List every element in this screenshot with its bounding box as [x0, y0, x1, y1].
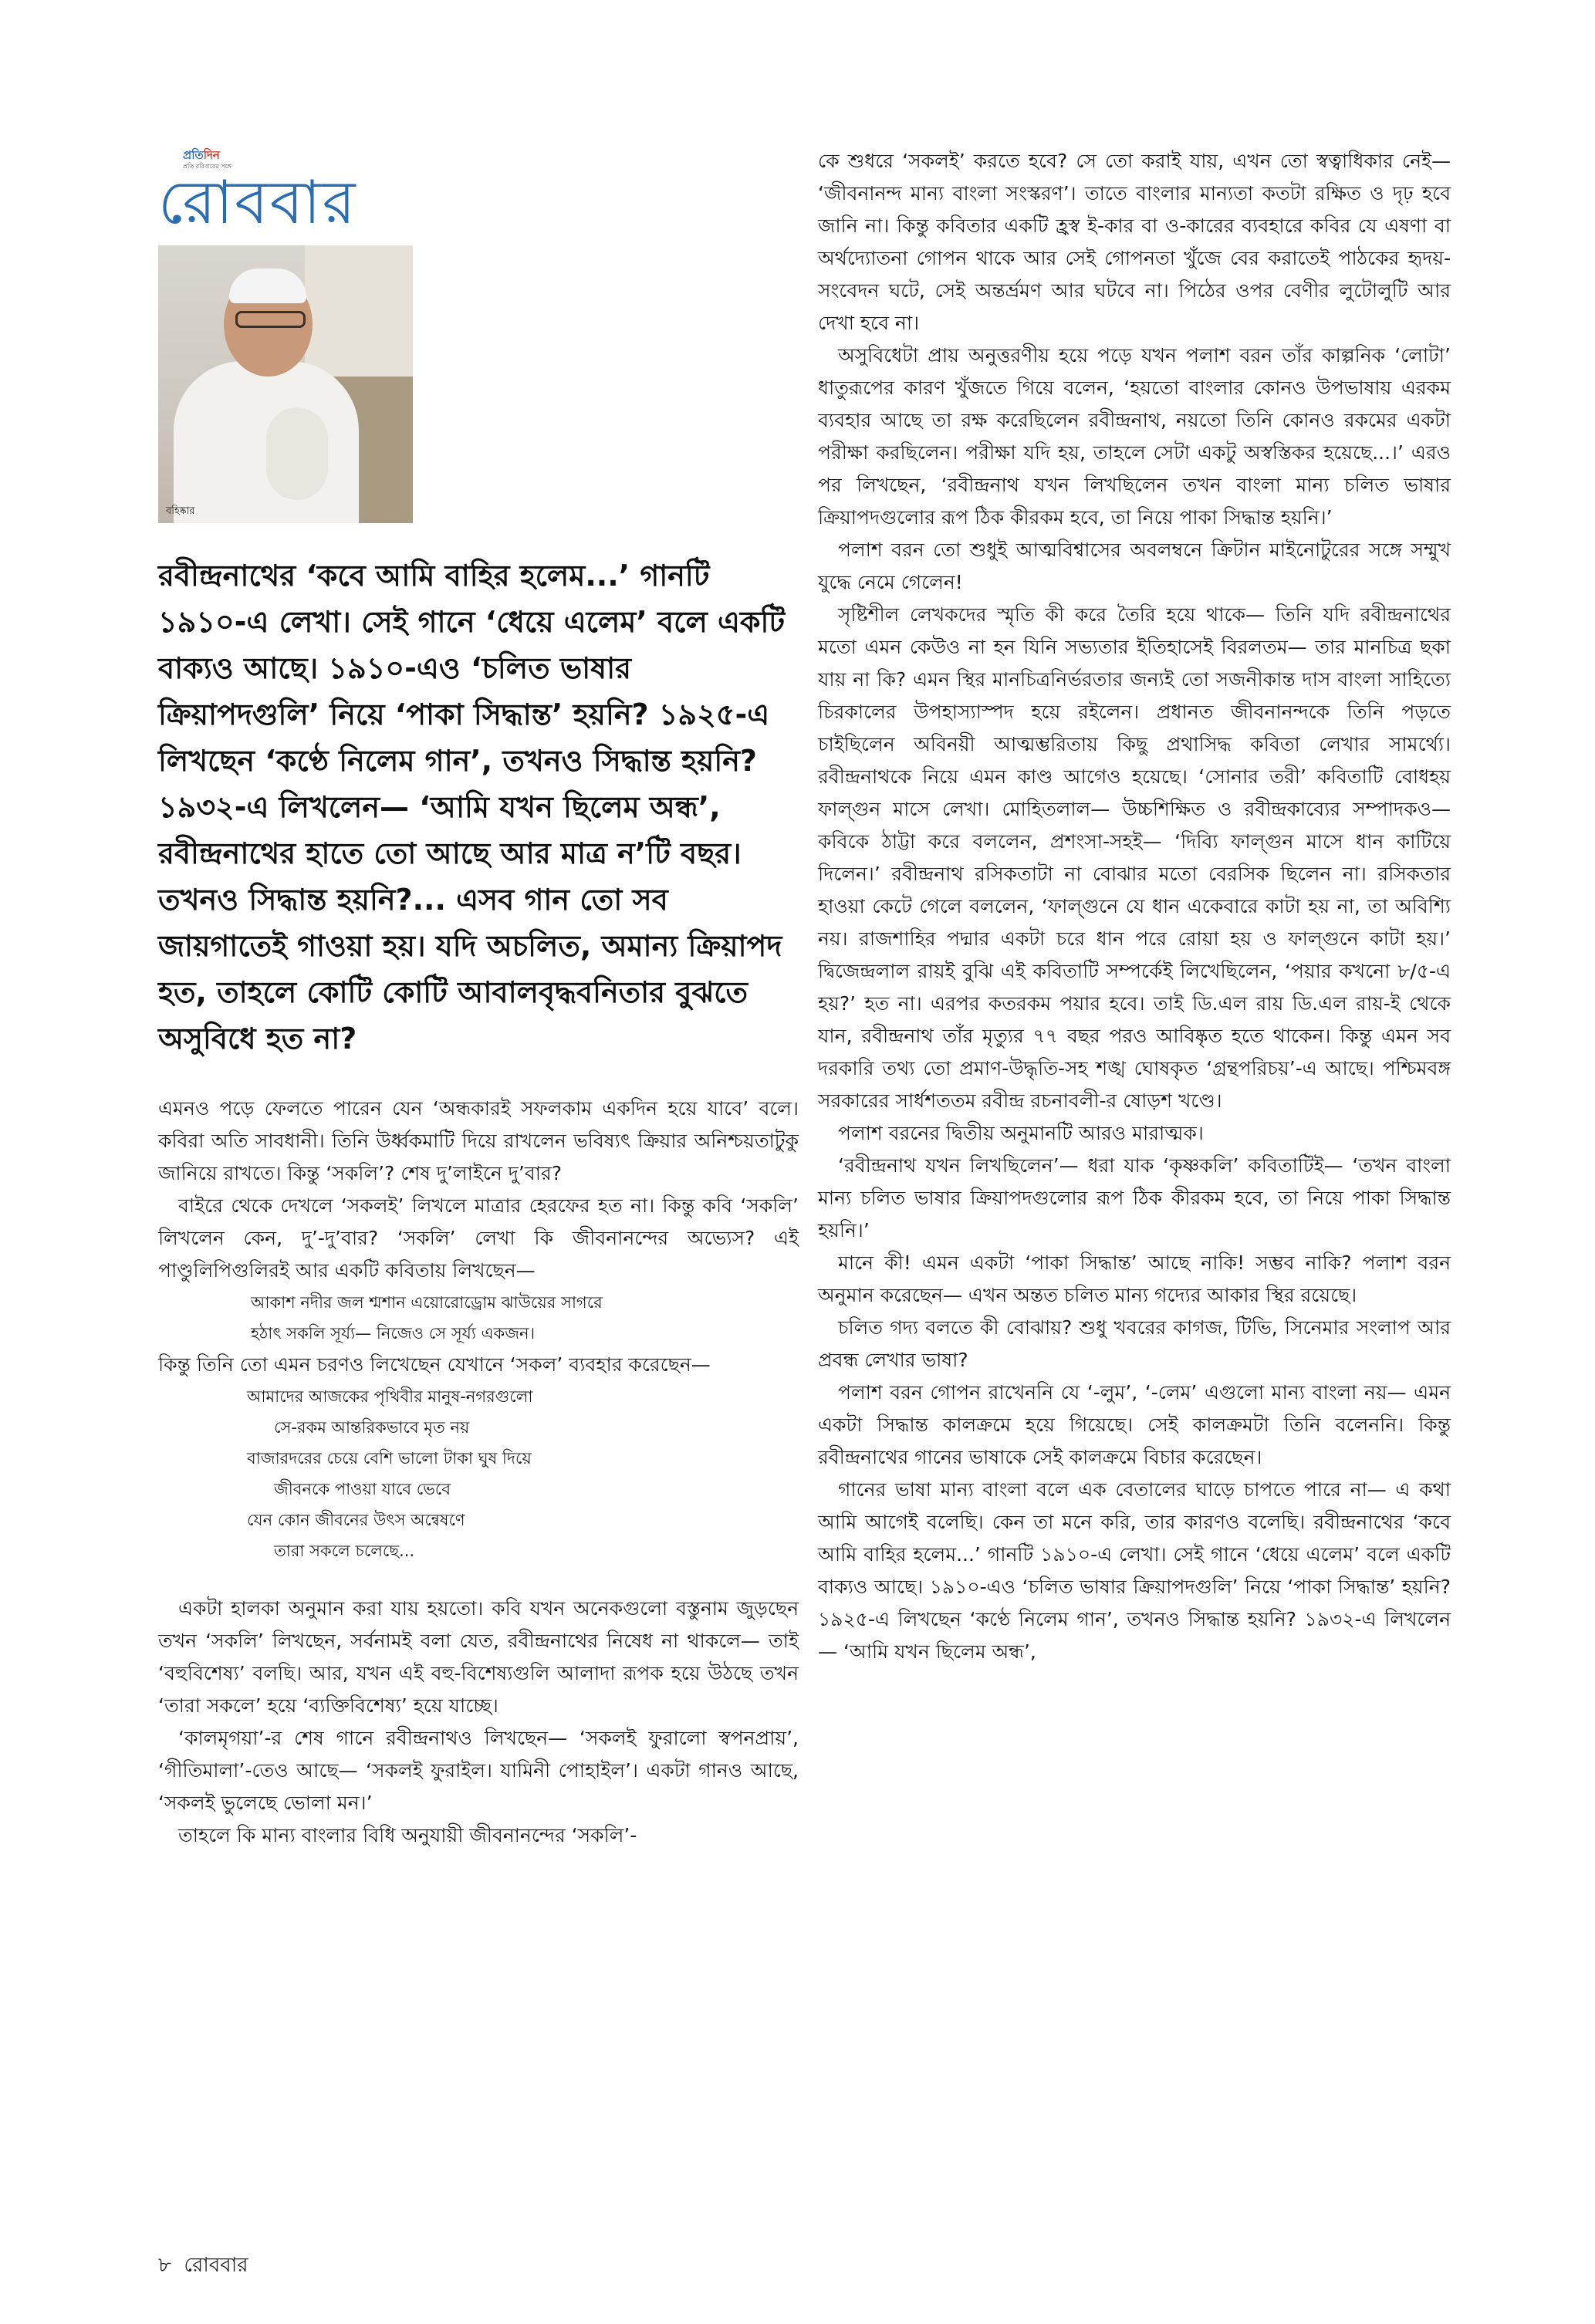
poem-excerpt-2	[158, 1381, 799, 1566]
paragraph: পলাশ বরন গোপন রাখেননি যে ‘-লুম’, ‘-লেম’ এগুলো মান্য বাংলা নয়— এমন একটা সিদ্ধান্ত কালক্রমে হয়ে গিয়েছে। সেই কালক্রমটা তিনি বলেননি। কিন্তু রবীন্দ্রনাথের গানের ভাষাকে সেই কালক্রমে বিচার করেছেন।	[818, 1381, 1451, 1468]
badge-part-a: প্রতি	[183, 148, 204, 162]
paragraph: গানের ভাষা মান্য বাংলা বলে এক বেতালের ঘাড়ে চাপতে পারে না— এ কথা আমি আগেই বলেছি। কেন তা মনে করি, তার কারণও বলেছি। রবীন্দ্রনাথের ‘কবে আমি বাহির হলেম...’ গানটি ১৯১০-এ লেখা। সেই গানে ‘ধেয়ে এলেম’ বলে একটি বাক্যও আছে। ১৯১০-এও ‘চলিত ভাষার ক্রিয়াপদগুলি’ নিয়ে ‘পাকা সিদ্ধান্ত’ হয়নি? ১৯২৫-এ লিখছেন ‘কণ্ঠে নিলেম গান’, তখনও সিদ্ধান্ত হয়নি? ১৯৩২-এ লিখলেন— ‘আমি যখন ছিলেম অন্ধ’,	[818, 1478, 1451, 1663]
paragraph: অসুবিধেটা প্রায় অনুত্তরণীয় হয়ে পড়ে যখন পলাশ বরন তাঁর কাল্পনিক ‘লোটা’ ধাতুরূপের কারণ খুঁজতে গিয়ে বলেন, ‘হয়তো বাংলার কোনও উপভাষায় এরকম ব্যবহার আছে তা রক্ষ করেছিলেন রবীন্দ্রনাথ, নয়তো তিনি কোনও রকমের একটা পরীক্ষা করছিলেন। পরীক্ষা যদি হয়, তাহলে সেটা একটু অস্বস্তিকর হয়েছে...।’ এরও পর লিখছেন, ‘রবীন্দ্রনাথ যখন লিখছিলেন তখন বাংলা মান্য চলিত ভাষার ক্রিয়াপদগুলোর রূপ ঠিক কীরকম হবে, তা নিয়ে পাকা সিদ্ধান্ত হয়নি।’	[818, 344, 1451, 529]
poem-line: যেন কোন জীবনের উৎস অন্বেষণে	[247, 1511, 465, 1529]
poem-line: আমাদের আজকের পৃথিবীর মানুষ-নগরগুলো	[247, 1387, 533, 1406]
paragraph: বাইরে থেকে দেখলে ‘সকলই’ লিখলে মাত্রার হেরফের হত না। কিন্তু কবি ‘সকলি’ লিখলেন কেন, দু’-দু’বার? ‘সকলি’ লেখা কি জীবনানন্দের অভ্যেস? এই পাণ্ডুলিপিগুলিরই আর একটি কবিতায় লিখছেন—	[158, 1194, 799, 1282]
paragraph: ‘কালমৃগয়া’-র শেষ গানে রবীন্দ্রনাথও লিখছেন— ‘সকলই ফুরালো স্বপনপ্রায়’, ‘গীতিমালা’-তেও আছে— ‘সকলই ফুরাইল। যামিনী পোহাইল’। একটা গানও আছে, ‘সকলই ভুলেছে ভোলা মন।’	[158, 1727, 799, 1814]
masthead-title: রোববার	[158, 168, 357, 238]
paragraph: তাহলে কি মান্য বাংলার বিধি অনুযায়ী জীবনানন্দের ‘সকলি’-	[178, 1824, 637, 1846]
footer-section-name: রোববার	[184, 2254, 248, 2277]
pull-quote: রবীন্দ্রনাথের ‘কবে আমি বাহির হলেম...’ গানটি ১৯১০-এ লেখা। সেই গানে ‘ধেয়ে এলেম’ বলে একটি বাক্যও আছে। ১৯১০-এও ‘চলিত ভাষার ক্রিয়াপদগুলি’ নিয়ে ‘পাকা সিদ্ধান্ত’ হয়নি? ১৯২৫-এ লিখছেন ‘কণ্ঠে নিলেম গান’, তখনও সিদ্ধান্ত হয়নি? ১৯৩২-এ লিখলেন— ‘আমি যখন ছিলেম অন্ধ’, রবীন্দ্রনাথের হাতে তো আছে আর মাত্র ন’টি বছর। তখনও সিদ্ধান্ত হয়নি?... এসব গান তো সব জায়গাতেই গাওয়া হয়। যদি অচলিত, অমান্য ক্রিয়াপদ হত, তাহলে কোটি কোটি আবালবৃদ্ধবনিতার বুঝতে অসুবিধে হত না?	[158, 559, 786, 1056]
right-column	[818, 145, 1451, 1668]
poem-line: জীবনকে পাওয়া যাবে ভেবে	[274, 1480, 451, 1498]
left-column	[158, 147, 799, 1852]
poem-line: তারা সকলে চলেছে...	[274, 1542, 415, 1560]
masthead	[158, 147, 799, 239]
paragraph: এমনও পড়ে ফেলতে পারেন যেন ‘অন্ধকারই সফলকাম একদিন হয়ে যাবে’ বলে। কবিরা অতি সাবধানী। তিনি উর্ধ্বকমাটি দিয়ে রাখলেন ভবিষ্যৎ ক্রিয়ার অনিশ্চয়তাটুকু জানিয়ে রাখতে। কিন্তু ‘সকলি’? শেষ দু’লাইনে দু’বার?	[158, 1097, 799, 1184]
poem-line: আকাশ নদীর জল শ্মশান এয়োরোড্রোম ঝাউয়ের সাগরে	[251, 1293, 603, 1312]
paragraph: পলাশ বরন তো শুধুই আত্মবিশ্বাসের অবলম্বনে ক্রিটান মাইনোটুরের সঙ্গে সম্মুখ যুদ্ধে নেমে গেলেন!	[818, 539, 1451, 593]
photo-figure-glasses	[235, 311, 306, 328]
photo-figure-arm	[266, 407, 328, 500]
paragraph: কে শুধরে ‘সকলই’ করতে হবে? সে তো করাই যায়, এখন তো স্বত্বাধিকার নেই— ‘জীবনানন্দ মান্য বাংলা সংস্করণ’। তাতে বাংলার মান্যতা কতটা রক্ষিত ও দৃঢ় হবে জানি না। কিন্তু কবিতার একটি হ্রস্ব ই-কার বা ও-কারের ব্যবহারে কবির যে এষণা বা অর্থদ্যোতনা গোপন থাকে আর সেই গোপনতা খুঁজে বের করাতেই পাঠকের হৃদয়-সংবেদন ঘটে, সেই অন্তর্ভ্রমণ আর ঘটবে না। পিঠের ওপর বেণীর লুটোলুটি আর দেখা হবে না।	[818, 150, 1451, 334]
poem-line: বাজারদরের চেয়ে বেশি ভালো টাকা ঘুষ দিয়ে	[247, 1449, 532, 1468]
badge-part-b: দিন	[203, 148, 220, 162]
poem-excerpt-1	[158, 1287, 799, 1349]
poem-line: হঠাৎ সকলি সূর্য্য— নিজেও সে সূর্য্য একজন।	[251, 1324, 536, 1343]
paragraph: সৃষ্টিশীল লেখকদের স্মৃতি কী করে তৈরি হয়ে থাকে— তিনি যদি রবীন্দ্রনাথের মতো এমন কেউও না হন যিনি সভ্যতার ইতিহাসেই বিরলতম— তার মানচিত্র ছকা যায় না কি? এমন স্থির মানচিত্রনির্ভরতার জন্যই তো সজনীকান্ত দাস বাংলা সাহিত্যে চিরকালের উপহাস্যাস্পদ হয়ে রইলেন। প্রধানত জীবনানন্দকে তিনি পড়তে চাইছিলেন অবিনয়ী আত্মম্ভরিতায় কিছু প্রথাসিদ্ধ কবিতা লেখার সামর্থ্যে। রবীন্দ্রনাথকে নিয়ে এমন কাণ্ড আগেও হয়েছে। ‘সোনার তরী’ কবিতাটি বোধহয় ফাল্গুন মাসে লেখা। মোহিতলাল— উচ্চশিক্ষিত ও রবীন্দ্রকাব্যের সম্পাদকও— কবিকে ঠাট্টা করে বললেন, প্রশংসা-সহই— ‘দিব্যি ফাল্গুন মাসে ধান কাটিয়ে দিলেন।’ রবীন্দ্রনাথ রসিকতাটা না বোঝার মতো বেরসিক ছিলেন না। রসিকতার হাওয়া কেটে গেলে বললেন, ‘ফাল্গুনে যে ধান একেবারে কাটা হয় না, তা অবিশ্যি নয়। রাজশাহির পদ্মার একটা চরে ধান পরে রোয়া হয় ও ফাল্গুনে কাটা হয়।’ দ্বিজেন্দ্রলাল রায়ই বুঝি এই কবিতাটি সম্পর্কেই লিখেছিলেন, ‘পয়ার কখনো ৮/৫-এ হয়?’ হত না। এরপর কতরকম পয়ার হবে। তাই ডি.এল রায় ডি.এল রায়-ই থেকে যান, রবীন্দ্রনাথ তাঁর মৃত্যুর ৭৭ বছর পরও আবিষ্কৃত হতে থাকেন। কিন্তু এমন সব দরকারি তথ্য তো প্রমাণ-উদ্ধৃতি-সহ শঙ্খ ঘোষকৃত ‘গ্রন্থপরিচয়’-এ আছে। পশ্চিমবঙ্গ সরকারের সার্ধশততম রবীন্দ্র রচনাবলী-র ষোড়শ খণ্ডে।	[818, 603, 1451, 1112]
photo-credit: বহিষ্কার	[166, 505, 195, 517]
portrait-photo	[158, 245, 413, 523]
page-number: ৮	[158, 2254, 171, 2277]
page-footer	[158, 2249, 248, 2283]
photo-figure-hair	[229, 269, 306, 303]
paragraph: চলিত গদ্য বলতে কী বোঝায়? শুধু খবরের কাগজ, টিভি, সিনেমার সংলাপ আর প্রবন্ধ লেখার ভাষা?	[818, 1316, 1451, 1371]
paragraph: মানে কী! এমন একটা ‘পাকা সিদ্ধান্ত’ আছে নাকি! সম্ভব নাকি? পলাশ বরন অনুমান করেছেন— এখন অন্তত চলিত মান্য গদ্যের আকার স্থির রয়েছে।	[818, 1252, 1451, 1306]
paragraph: কিন্তু তিনি তো এমন চরণও লিখেছেন যেখানে ‘সকল’ ব্যবহার করেছেন—	[158, 1353, 711, 1376]
left-body-text	[158, 1093, 799, 1852]
poem-line: সে-রকম আন্তরিকভাবে মৃত নয়	[274, 1418, 470, 1437]
masthead-tagline: প্রতি রবিবারের সঙ্গে	[183, 163, 232, 170]
paragraph: একটা হালকা অনুমান করা যায় হয়তো। কবি যখন অনেকগুলো বস্তুনাম জুড়ছেন তখন ‘সকলি’ লিখছেন, সর্বনামই বলা যেত, রবীন্দ্রনাথের নিষেধ না থাকলে— তাই ‘বহুবিশেষ্য’ বলছি। আর, যখন এই বহু-বিশেষ্যগুলি আলাদা রূপক হয়ে উঠছে তখন ‘তারা সকলে’ হয়ে ‘ব্যক্তিবিশেষ্য’ হয়ে যাচ্ছে।	[158, 1597, 799, 1717]
paragraph: পলাশ বরনের দ্বিতীয় অনুমানটি আরও মারাত্মক।	[838, 1122, 1204, 1144]
paragraph: ‘রবীন্দ্রনাথ যখন লিখছিলেন’— ধরা যাক ‘কৃষ্ণকলি’ কবিতাটিই— ‘তখন বাংলা মান্য চলিত ভাষার ক্রিয়াপদগুলোর রূপ ঠিক কীরকম হবে, তা নিয়ে পাকা সিদ্ধান্ত হয়নি।’	[818, 1154, 1451, 1241]
